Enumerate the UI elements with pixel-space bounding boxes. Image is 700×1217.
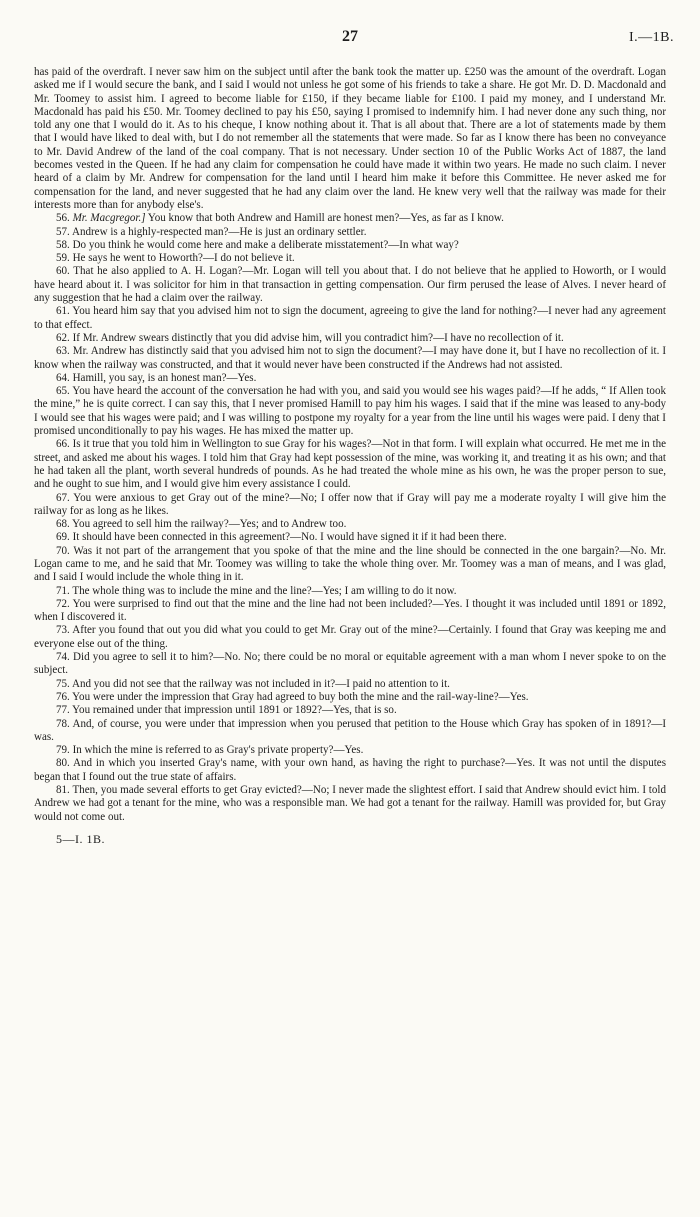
question-paragraph (34, 531, 666, 544)
question-paragraph (34, 305, 666, 332)
question-number: 75. (56, 677, 70, 690)
question-paragraph (34, 757, 666, 784)
question-text: After you found that out you did what you could to get Mr. Gray out of the mine?—Certainly. I found that Gray was keeping me and everyone else out of the thing. (34, 624, 667, 650)
question-paragraph (34, 704, 666, 717)
question-text: Was it not part of the arrangement that you spoke of that the mine and the line should be connected in the one bargain?—No. Mr. Logan came to me, and he said that Mr. Toomey was willing to take the whole thing over. Mr. Toomey was a man of means, and I was glad, and I said I would include the whole thing in it. (34, 544, 667, 584)
question-text: Hamill, you say, is an honest man?—Yes. (72, 371, 257, 384)
document-body (34, 66, 666, 824)
question-paragraph (34, 651, 666, 678)
question-paragraph (34, 585, 666, 598)
question-text: Did you agree to sell it to him?—No. No; there could be no moral or equitable agreement with a man whom I never spoke to on the subject. (34, 651, 666, 677)
question-paragraph (34, 226, 666, 239)
question-number: 71. (56, 584, 70, 597)
question-text: You heard him say that you advised him not to sign the document, agreeing to give the land for nothing?—I never had any agreement to that effect. (34, 305, 666, 331)
question-text: That he also applied to A. H. Logan?—Mr. Logan will tell you about that. I do not believe that he applied to Howorth, or I would have heard about it. I was solicitor for him in that transaction in getting compensation. Our firm perused the lease of Alves. I never heard of any suggestion that he had a claim over the railway. (34, 265, 667, 305)
question-number: 61. (56, 305, 70, 318)
question-text: Then, you made several efforts to get Gray evicted?—No; I never made the slightest effort. I said that Andrew should evict him. I told Andrew we had got a tenant for the mine, who was a responsible man. We had got a tenant for the railway. Hamill was provided for, but Gray would not come out. (34, 784, 666, 823)
question-text: Do you think he would come here and make a deliberate misstatement?—In what way? (72, 238, 459, 251)
question-text: You have heard the account of the conversation he had with you, and said you would see his wages paid?—If he adds, “ If Allen took the mine,” he is quite correct. I can say this, that I never promised Hamill to pay him his wages. I said that if the mine was leased to any-body I would see that his wages were paid; and I was willing to postpone my royalty for a year from the line until his wages were paid. I deny that I promised unconditionally to pay his wages. He has mixed the matter up. (34, 385, 666, 438)
question-text: And in which you inserted Gray's name, with your own hand, as having the right to purchase?—Yes. It was not until the disputes began that I found out the true state of affairs. (34, 757, 666, 783)
question-text: In which the mine is referred to as Gray's private property?—Yes. (72, 744, 364, 757)
document-reference: I.—1B. (629, 30, 674, 45)
question-number: 64. (56, 371, 70, 384)
question-paragraph (34, 518, 666, 531)
question-number: 67. (56, 491, 70, 504)
question-paragraph (34, 691, 666, 704)
question-number: 79. (56, 744, 70, 757)
question-paragraph (34, 438, 666, 491)
document-page (34, 28, 674, 847)
question-number: 74. (56, 651, 70, 664)
speaker-name: Mr. Macgregor.] (72, 212, 146, 225)
question-paragraph (34, 239, 666, 252)
question-paragraph (34, 332, 666, 345)
question-number: 80. (56, 757, 70, 770)
question-number: 78. (56, 717, 70, 730)
question-paragraph (34, 784, 666, 824)
page-number: 27 (342, 28, 358, 45)
question-text: And, of course, you were under that impression when you perused that petition to the House which Gray has spoken of in 1891?—I was. (34, 717, 667, 743)
question-number: 70. (56, 544, 70, 557)
question-paragraph (34, 492, 666, 519)
question-paragraph (34, 345, 666, 372)
question-text: If Mr. Andrew swears distinctly that you did advise him, will you contradict him?—I have no recollection of it. (72, 331, 564, 344)
printer-signature: 5—I. 1B. (56, 831, 105, 846)
question-paragraph (34, 385, 666, 438)
question-paragraph (34, 545, 666, 585)
question-number: 60. (56, 265, 70, 278)
question-paragraph (34, 372, 666, 385)
question-text: You were under the impression that Gray had agreed to buy both the mine and the rail-way-line?—Yes. (72, 690, 529, 703)
question-number: 77. (56, 704, 70, 717)
question-number: 56. (56, 212, 70, 225)
question-paragraph (34, 212, 666, 225)
question-number: 63. (56, 345, 70, 358)
question-text: You were anxious to get Gray out of the mine?—No; I offer now that if Gray will pay me a moderate royalty I will give him the railway for as long as he likes. (34, 491, 666, 517)
question-text: You remained under that impression until 1891 or 1892?—Yes, that is so. (72, 704, 397, 717)
question-number: 66. (56, 438, 70, 451)
question-number: 57. (56, 225, 70, 238)
question-number: 58. (56, 238, 70, 251)
question-number: 68. (56, 518, 70, 531)
question-paragraph (34, 252, 666, 265)
question-paragraph (34, 624, 666, 651)
question-paragraph (34, 744, 666, 757)
question-paragraph (34, 598, 666, 625)
question-number: 65. (56, 385, 70, 398)
question-text: You agreed to sell him the railway?—Yes; and to Andrew too. (72, 518, 347, 531)
question-number: 59. (56, 252, 70, 265)
question-number: 72. (56, 597, 70, 610)
question-number: 69. (56, 531, 70, 544)
question-text: And you did not see that the railway was not included in it?—I paid no attention to it. (71, 677, 450, 690)
question-text: It should have been connected in this agreement?—No. I would have signed it if it had been there. (72, 531, 507, 544)
question-paragraph (34, 718, 666, 745)
question-number: 73. (56, 624, 70, 637)
page-header (34, 28, 674, 52)
question-paragraph (34, 678, 666, 691)
question-text: The whole thing was to include the mine and the line?—Yes; I am willing to do it now. (72, 584, 457, 597)
question-text: Andrew is a highly-respected man?—He is just an ordinary settler. (71, 225, 367, 238)
question-text: Is it true that you told him in Wellington to sue Gray for his wages?—Not in that form. I will explain what occurred. He met me in the street, and asked me about his wages. I told him that Gray had kept possession of the mine, was working it, and treating it as his own; and that he had taken all the plant, worth several hundreds of pounds. As he had treated the whole mine as his own, he was the proper person to sue, and he ought to sue him, and I would give him every assistance I could. (34, 438, 666, 491)
question-number: 62. (56, 331, 70, 344)
continuation-paragraph: has paid of the overdraft. I never saw him on the subject until after the bank took the matter up. £250 was the amount of the overdraft. Logan asked me if I would secure the bank, and I said I would not unless he got some of his friends to take a share. He got Mr. D. D. Macdonald and Mr. Toomey to assist him. I agreed to become liable for £150, if they became liable for £100. I paid my money, and I understand Mr. Macdonald has paid his £50. Mr. Toomey declined to pay his £50, saying I promised to indemnify him. I had never done any such thing, nor told any one that I would do it. As to his cheque, I know nothing about it. That is all about that. There are a lot of statements made by them that I would have liked to deal with, but I do not remember all the statements that were made. So far as I know there has been no conveyance to Mr. David Andrew of the land of the coal company. That is not necessary. Under section 10 of the Public Works Act of 1887, the land becomes vested in the Queen. If he had any claim for compensation he could have made it within two years. He made no such claim. I never heard of a claim by Mr. Andrew for compensation for the land until I heard him make it before this Committee. He never asked me for compensation for the land, and never suggested that he had any claim over the land. He knew very well that the railway was made for their interests more than for anybody else's. (34, 66, 666, 211)
question-text: You know that both Andrew and Hamill are honest men?—Yes, as far as I know. (147, 212, 504, 225)
question-text: He says he went to Howorth?—I do not believe it. (72, 252, 295, 265)
question-number: 76. (56, 690, 70, 703)
question-text: You were surprised to find out that the mine and the line had not been included?—Yes. I thought it was included until 1891 or 1892, when I discovered it. (34, 597, 667, 624)
question-text: Mr. Andrew has distinctly said that you advised him not to sign the document?—I may have done it, but I have no recollection of it. I know when the railway was constructed, and that it would never have been constructed if the Andrews had not assisted. (34, 345, 667, 371)
question-paragraph (34, 265, 666, 305)
question-number: 81. (56, 784, 70, 797)
